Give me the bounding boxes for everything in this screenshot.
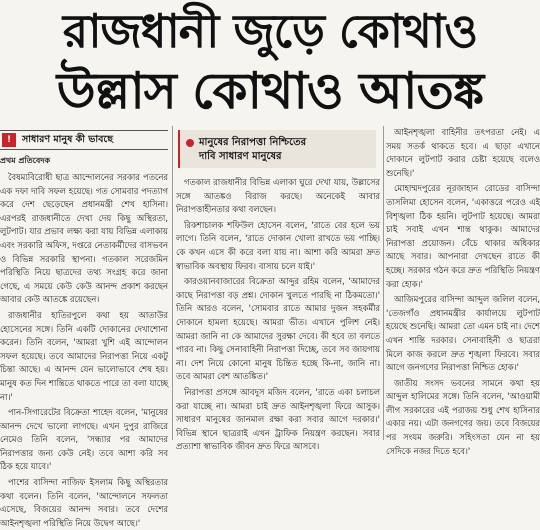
- paragraph: পাশের বাসিন্দা নাজিফ ইসলাম কিছু অস্থিরতার কথা বলেন। তিনি বলেন, 'আন্দোলনে সফলতা এসেছে, বিজয়ের আনন্দ সবার। তবে দেশের আইনশৃঙ্খলা পরিস্থিতি নিয়ে উদ্বেগ আছে।': [0, 477, 168, 528]
- paragraph: পান-সিগারেটের বিক্রেতা শাহেদ বলেন, 'মানুষের আনন্দ দেখে ভালো লাগছে। এখন দুপুর রাজিরে নেমেও তিনি বলেন, 'সন্ধ্যার পর আমাদের নিরাপত্তার জন্য কেউ নেই। তবে আশা করি সব ঠিক হয়ে যাবে।': [0, 407, 168, 472]
- paragraph: কারওয়ানবাজারের বিক্রেতা আব্দুর রহিম বলেন, 'আমাদের কাছে নিরাপত্তা বড় প্রশ্ন। দোকান খুলতে পারছি না ঠিকমতো।' তিনি আরও বলেন, 'সোমবার রাতে আমার দুজন সহকর্মীর দোকানে হামলা হয়েছে। আমরা ভীত। এখানে পুলিশ নেই। আমরা জানি না কে আমাদের সুরক্ষা দেবে। কী হবে তা বলতে পারব না। কিছু সেনাবাহিনী নিরাপত্তা দিচ্ছে, তবে সব জায়গায় না। দেশ নিয়ে কোনো মানুষ চিন্তিত হচ্ছে কি-না, জানি না। তবে আমরা বেশ আতঙ্কিত।': [176, 276, 380, 382]
- headline-line-1: রাজধানী জুড়ে কোথাও: [62, 4, 478, 58]
- paragraph: জাতীয় সংসদ ভবনের সামনে কথা হয় আব্দুল হালিমের সঙ্গে। তিনি বলেন, 'আওয়ামী লীগ সরকারের এই পরাজয় শুধু শেখ হাসিনার একার নয়। এটা জনগণের জয়। তবে বিজয়ের পর সংযম জরুরি। সহিংসতা যেন না হয় সেদিকে নজর দিতে হবে।': [386, 377, 540, 456]
- article-body: [176, 176, 380, 454]
- subheading-line-1: মানুষের নিরাপত্তা নিশ্চিতের: [199, 137, 307, 148]
- paragraph: গতকাল রাজধানীর বিভিন্ন এলাকা ঘুরে দেখা যায়, উল্লাসের সঙ্গে আতঙ্কও বিরাজ করছে। অনেকেই আবার নিরাপত্তাহীনতার কথা বলছেন।: [176, 177, 380, 215]
- paragraph: নিরাপত্তা প্রসঙ্গে আবদুস মজিদ বলেন, 'রাতে একা চলাচল করা যাচ্ছে না। আমরা চাই দ্রুত আইনশৃঙ্খলা ফিরে আসুক। সাধারণ মানুষের জানমাল রক্ষা করা সবার আগে দরকার।' বিভিন্ন স্থানে ছাত্ররাই এখন ট্রাফিক নিয়ন্ত্রণ করছেন। সবার প্রত্যাশা স্বাভাবিক জীবন দ্রুত ফিরে আসবে।: [176, 386, 380, 452]
- article-body: [386, 126, 540, 458]
- subheading: [186, 136, 370, 164]
- paragraph: মোহাম্মদপুরের নূরজাহান রোডের বাসিন্দা তাসলিমা হোসেন বলেন, 'একাত্তরে পরেও এই বিশৃঙ্খলা ঠিক হয়নি। লুটপাট হয়েছে। আমরা চাই সবাই এখন শান্ত থাকুক। আমাদের নিরাপত্তা প্রয়োজন। বেঁচে থাকার অধিকার আছে সবার। আপনারা দেখছেন রাতে কী হচ্ছে। সরকার গঠন করে দ্রুত পরিস্থিতি নিয়ন্ত্রণ করা হোক।': [386, 183, 540, 289]
- exclamation-icon: !: [2, 133, 16, 147]
- headline-line-2: উল্লাস কোথাও আতঙ্ক: [56, 62, 484, 120]
- kicker-label: সাধারণ মানুষ কী ভাবছে: [22, 133, 113, 145]
- paragraph: রাজধানীর হাতিরপুলে কথা হয় আতাউর হোসেনের সঙ্গে। তিনি একটি দোকানের দেখাশোনা করেন। তিনি বলেন, 'আমরা খুশি এই আন্দোলন সফল হয়েছে। তবে আমাদের নিরাপত্তা নিয়ে একটু চিন্তা আছে। এ আনন্দ যেন ভালোভাবে শেষ হয়। মানুষ কত দিন শান্তিতে থাকতে পারে তা বলা যাচ্ছে না।': [0, 309, 168, 402]
- column-divider: [172, 126, 173, 440]
- paragraph: বৈষম্যবিরোধী ছাত্র আন্দোলনের সরকার পতনের এক দফা দাবি সফল হয়েছে। গত সোমবার পদত্যাগ করে দেশ ছেড়েছেন প্রধানমন্ত্রী শেখ হাসিনা। এরপরই রাজধানীতে দেখা দেয় কিছু অস্থিরতা, লুটপাট। যার প্রভাব লক্ষ্য করা যায় বিভিন্ন এলাকায় এবং সরকারি অফিস, দপ্তরে নেতাকর্মীদের বাসভবন ও বিভিন্ন সরকারি স্থাপনা। গতকাল সরেজমিন পরিস্থিতি নিয়ে ছাত্রদের তথ্য সংগ্রহ করে জানা গেছে, এ সময়ে কেউ কেউ আনন্দ প্রকাশ করছেন আবার কেউ আতঙ্কে রয়েছেন।: [0, 172, 168, 305]
- article-column-1: [0, 126, 168, 528]
- subheading-box: [178, 130, 376, 168]
- subheading-text: [199, 136, 306, 164]
- paragraph: আজিমপুরের বাসিন্দা আব্দুল জলিল বলেন, 'তেজগাঁও প্রধানমন্ত্রীর কার্যালয়ে লুটপাট হয়েছে শুনেছি। আমরা তো এমন চাই না। দেশে এখন শান্তি দরকার। সেনাবাহিনী ও ছাত্ররা মিলে কাজ করলে দ্রুত শৃঙ্খলা ফিরবে। সবার আগে জনগণের নিরাপত্তা নিশ্চিত হোক।': [386, 294, 540, 373]
- bullet-dot-icon: [186, 139, 194, 147]
- paragraph: আইনশৃঙ্খলা বাহিনীর তৎপরতা নেই। এ সময় সতর্ক থাকতে হবে। এ ছাড়া এখানে দোকানে লুটপাট করার চেষ্টা হয়েছে বলেও শুনেছি।': [386, 127, 540, 178]
- byline: প্রথম প্রতিবেদক: [0, 156, 51, 165]
- paragraph: রিকশাচালক শফিউল হোসেন বলেন, 'রাতে বের হলে ভয় লাগে। তিনি বলেন, 'রাতে দোকান খোলা রাখতে ভয় পাচ্ছি। কে কখন এসে কী করে বলা যায় না। আশা করি আমরা দ্রুত স্বাভাবিক অবস্থায় ফিরব। বাসায় চলে যাই।': [176, 219, 380, 271]
- article-column-3: [386, 126, 540, 456]
- article-body: [0, 171, 168, 530]
- section-kicker: [0, 130, 168, 150]
- column-divider: [383, 126, 384, 440]
- subheading-line-2: দাবি সাধারণ মানুষের: [199, 151, 282, 162]
- article-column-2: [176, 126, 380, 452]
